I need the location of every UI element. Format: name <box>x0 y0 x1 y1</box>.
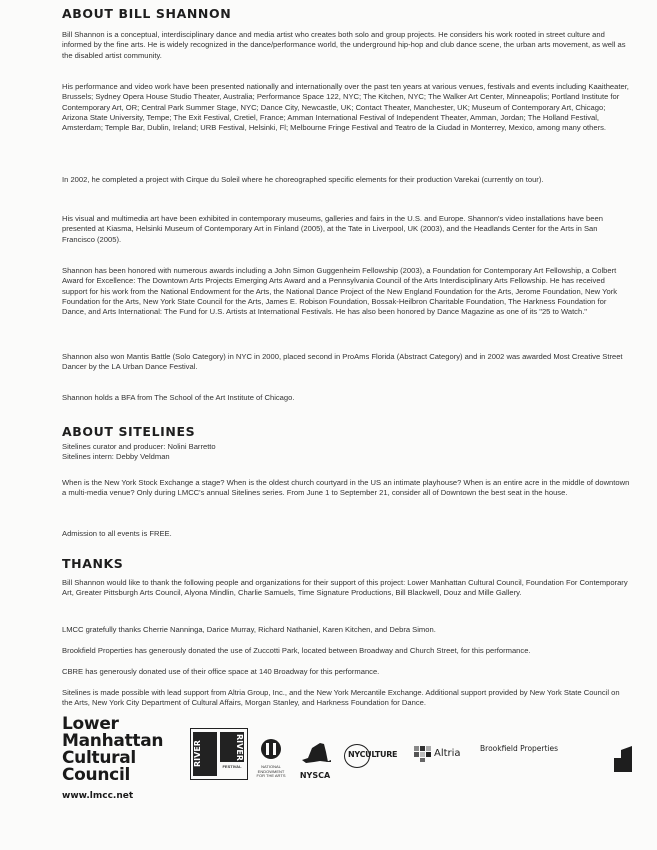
thanks-paragraph <box>62 625 630 635</box>
thanks-paragraph-text: Sitelines is made possible with lead support from Altria Group, Inc., and the New York Mercantile Exchange. Additional support provided by New York State Council on the Arts, New York City Department of Cultural Affairs, Morgan Stanley, and Harkness Foundation for Dance. <box>62 688 620 708</box>
nyc-culture-text: NYCULTURE <box>348 750 398 759</box>
altria-mosaic-icon <box>414 746 432 762</box>
bio-paragraph-text: In 2002, he completed a project with Cirque du Soleil where he choreographed specific elements for their production Varekai (currently on tour). <box>62 175 544 184</box>
thanks-section <box>62 556 630 571</box>
new-york-state-icon <box>298 740 332 766</box>
bio-paragraph <box>62 266 630 317</box>
river-left-word: RIVER <box>193 732 217 776</box>
nysca-logo <box>298 740 332 778</box>
sitelines-credit-intern: Sitelines intern: Debby Veldman <box>62 452 170 462</box>
altria-logo <box>414 746 466 764</box>
bio-paragraph <box>62 82 630 133</box>
bio-paragraph <box>62 175 630 185</box>
river-festival-word: FESTIVAL <box>222 764 242 769</box>
thanks-paragraph <box>62 667 630 677</box>
thanks-paragraph-text: CBRE has generously donated use of their office space at 140 Broadway for this performance. <box>62 667 380 676</box>
thanks-paragraph-text: Brookfield Properties has generously donated the use of Zuccotti Park, located between Broadway and Church Street, for this performance. <box>62 646 531 655</box>
about-sitelines-heading: ABOUT SITELINES <box>62 424 196 439</box>
brookfield-logo <box>480 738 630 778</box>
brookfield-building-icon <box>612 744 634 774</box>
thanks-heading: THANKS <box>62 556 124 571</box>
sitelines-credits <box>62 442 630 463</box>
about-sitelines-section <box>62 424 630 439</box>
nea-emblem-icon <box>254 738 288 760</box>
bio-paragraph-text: Shannon holds a BFA from The School of the Art Institute of Chicago. <box>62 393 295 402</box>
lmcc-logo: Lower Manhattan Cultural Council <box>62 714 164 785</box>
admission-text: Admission to all events is FREE. <box>62 529 172 538</box>
bio-paragraph-text: Shannon has been honored with numerous awards including a John Simon Guggenheim Fellowship (2003), a Foundation for Contemporary Art Fellowship, a Colbert Award for Excellence: The Downtown Arts Projects Emerging Arts Award and a Pennsylvania Council of the Arts Interdisciplinary Arts Fellowship. He has received support for his work from the National Endowment for the Arts, the National Dance Project of the New England Foundation for the Arts, Jerome Foundation, New York Foundation for the Arts, New York State Council for the Arts, James E. Robison Foundation, Bossak-Heilbron Charitable Foundation, The Harkness Foundation for Dance, and Arts International: The Fund for U.S. Artists at International Festivals. He has also been honored by Dance Magazine as one of its "25 to Watch." <box>62 266 618 317</box>
bio-paragraph <box>62 214 630 245</box>
bio-paragraph <box>62 30 630 61</box>
thanks-paragraph <box>62 646 630 656</box>
brookfield-text: Brookfield Properties <box>480 744 559 753</box>
thanks-paragraph-text: Bill Shannon would like to thank the following people and organizations for their support of this project: Lower Manhattan Cultural Council, Foundation For Contemporary Art, Greater Pittsburgh Arts Council, Alyona Mindlin, Charlie Samuels, Time Signature Productions, Bill Blackwell, Douz and Mille Gallery. <box>62 578 628 598</box>
thanks-paragraph <box>62 578 630 599</box>
nysca-text: NYSCA <box>299 771 331 780</box>
bio-paragraph-text: Bill Shannon is a conceptual, interdisciplinary dance and media artist who creates both solo and group projects. He considers his work rooted in street culture and informed by the fine arts. He is widely recognized in the dance/performance world, the underground hip-hop and club dance scene, the urban arts movement, as well as the disabled artist community. <box>62 30 626 60</box>
bio-paragraph-text: His visual and multimedia art have been exhibited in contemporary museums, galleries and fairs in the U.S. and Europe. Shannon's video installations have been presented at Kiasma, Helsinki Museum of Contemporary Art in Finland (2005), at the Tate in Liverpool, UK (2003), and the Headlands Center for the Arts in San Francisco (2005). <box>62 214 603 244</box>
about-bill-heading: ABOUT BILL SHANNON <box>62 6 232 21</box>
sitelines-credit-curator: Sitelines curator and producer: Nolini Barretto <box>62 442 216 451</box>
about-bill-section <box>62 6 630 21</box>
sitelines-paragraph-text: When is the New York Stock Exchange a stage? When is the oldest church courtyard in the US an intimate playhouse? When is an entire acre in the middle of downtown a multi-media venue? Only during LMCC's annual Sitelines series. From June 1 to September 21, consider all of Downtown the best seat in the house. <box>62 478 630 498</box>
altria-text: Altria <box>434 748 461 759</box>
thanks-paragraph <box>62 688 630 709</box>
sponsor-logos <box>62 714 630 804</box>
nea-text: NATIONAL ENDOWMENT FOR THE ARTS <box>256 764 286 778</box>
sitelines-paragraph <box>62 478 630 499</box>
nyc-culture-logo <box>344 744 406 768</box>
bio-paragraph <box>62 393 630 403</box>
lmcc-url: www.lmcc.net <box>62 791 134 801</box>
sitelines-paragraph <box>62 529 630 539</box>
nea-logo <box>254 738 288 778</box>
river-right-word: RIVER <box>220 732 244 762</box>
bio-paragraph <box>62 352 630 373</box>
bio-paragraph-text: Shannon also won Mantis Battle (Solo Category) in NYC in 2000, placed second in ProAms Florida (Abstract Category) and in 2002 was awarded Most Creative Street Dancer by the LA Urban Dance Festival. <box>62 352 623 372</box>
river-to-river-logo <box>190 728 248 780</box>
thanks-paragraph-text: LMCC gratefully thanks Cherrie Nanninga, Darice Murray, Richard Nathaniel, Karen Kitchen, and Debra Simon. <box>62 625 436 634</box>
bio-paragraph-text: His performance and video work have been presented nationally and internationally over the past ten years at various venues, festivals and events including Kaaitheater, Brussels; Sydney Opera House Studio Theater, Australia; Performance Space 122, NYC; The Kitchen, NYC; The Walker Art Center, Minneapolis; Portland Institute for Contemporary Art, OR; Central Park Summer Stage, NYC; Dance City, Newcastle, UK; Contact Theater, Manchester, UK; Museum of Contemporary Art, Chicago; Arizona State University, Tempe; The Exit Festival, Cretiel, France; Amman International Festival of Independent Theater, Amman, Jordan; The Holland Festival, Amsterdam; Temple Bar, Dublin, Ireland; URB Festival, Helsinki, Fl; Melbourne Fringe Festival and Teatro de la Ciudad in Monterrey, Mexico, among many others. <box>62 82 629 133</box>
